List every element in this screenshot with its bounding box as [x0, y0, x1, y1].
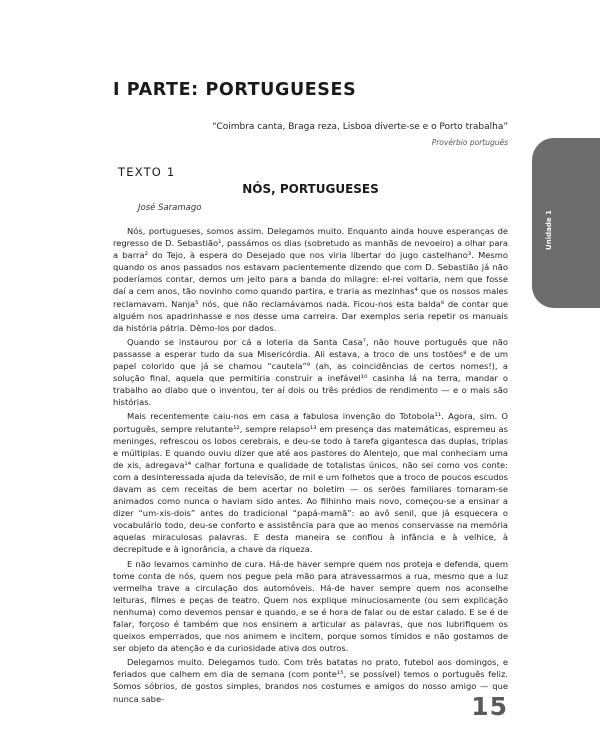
article-body [113, 225, 508, 707]
article-title: NÓS, PORTUGUESES [242, 182, 379, 196]
paragraph: E não levamos caminho de cura. Há-de haver sempre quem nos proteja e defenda, quem tome conta de nós, quem nos pegue pela mão para atravessarmos a rua, mesmo que a luz vermelha trave a circulação dos automóveis. Há-de haver sempre quem nos aconselhe leituras, filmes e peças de teatro. Quem nos explique minuciosamente (ou sem explicação nenhuma) como devemos pensar e quando, e se é hora de falar ou de estar calado. E se é de falar, forçoso é também que nos ensinem a articular as palavras, que nos lubrifiquem os queixos emperrados, que nos animem e incitem, porque somos tímidos e não gostamos de ser objeto da atenção e da curiosidade ativa dos outros. [113, 558, 508, 654]
unit-side-tab-label: Unidade 1 [545, 210, 553, 250]
epigraph-quote: “Coimbra canta, Braga reza, Lisboa diverte-se e o Porto trabalha” [212, 122, 508, 132]
paragraph: Nós, portugueses, somos assim. Delegamos muito. Enquanto ainda houve esperanças de regresso de D. Sebastião¹, passámos os dias (sobretudo as manhãs de nevoeiro) a olhar para a barra² do Tejo, à espera do Desejado que nos viria libertar do jugo castelhano³. Mesmo quando os anos passados nos estavam pacientemente dizendo que com D. Sebastião já não poderíamos contar, demos um jeito para a banda do milagre: el-rei voltaria, nem que fosse daí a cem anos, tão novinho como quando partira, e traria as mezinhas⁴ que os nossos males reclamavam. Nanja⁵ nós, que não reclamávamos nada. Ficou-nos esta balda⁶ de contar que alguém nos apadrinhasse e nos desse uma carreira. Dar exemplos seria repetir os manuais da história pátria. Dêmo-los por dados. [113, 226, 508, 333]
text-label: TEXTO 1 [118, 165, 176, 179]
paragraph: Mais recentemente caiu-nos em casa a fabulosa invenção do Totobola¹¹. Agora, sim. O português, sempre relutante¹², sempre relapso¹³ em presença das matemáticas, espremeu as meninges, refrescou os lobos cerebrais, e deu-se todo à tarefa gigantesca das duplas, triplas e múltiplas. E quando ouviu dizer que até aos pastores do Alentejo, que mal conheciam uma de xis, adregava¹⁴ calhar fortuna e qualidade de totalistas únicos, não sei como vos conte: com a desinteressada ajuda da televisão, de mil e um folhetos que a troco de poucos escudos davam as cem receitas de bem acertar no boletim — os serões familiares tornaram-se animados como nunca o haviam sido antes. Ao filhinho mais novo, começou-se a ensinar a dizer “um-xis-dois” antes do tradicional “papá-mamã”: ao avô senil, que já esquecera o vocabulário todo, deu-se conforto e assistência para que ao menos conservasse na memória aquelas miraculosas palavras. E desta maneira se confiou à infância e à velhice, à decrepitude e à ignorância, a chave da riqueza. [113, 411, 508, 555]
epigraph-source: Provérbio português [431, 138, 508, 147]
page-number: 15 [471, 692, 508, 721]
paragraph: Delegamos muito. Delegamos tudo. Com três batatas no prato, futebol aos domingos, e feriados que calhem em dia de semana (com ponte¹⁵, se possível) temos o português feliz. Somos sóbrios, de gostos simples, brandos nos costumes e amigos do nosso amigo — que nunca sabe- [113, 657, 508, 704]
author-name: José Saramago [138, 203, 202, 213]
part-title: I PARTE: PORTUGUESES [113, 80, 357, 100]
paragraph: Quando se instaurou por cá a loteria da Santa Casa⁷, não houve português que não passasse a esperar tudo da sua Misericórdia. Ali estava, a troco de uns tostões⁸ e de um papel colorido que já se chamou “cautela”⁹ (ah, as coincidências de certos nomes!), a solução final, aquela que permitiria construir a inefável¹⁰ casinha lá na terra, mandar o trabalho ao diabo que o inventou, ter aí dois ou três prédios de rendimento — e o mais são histórias. [113, 336, 508, 408]
